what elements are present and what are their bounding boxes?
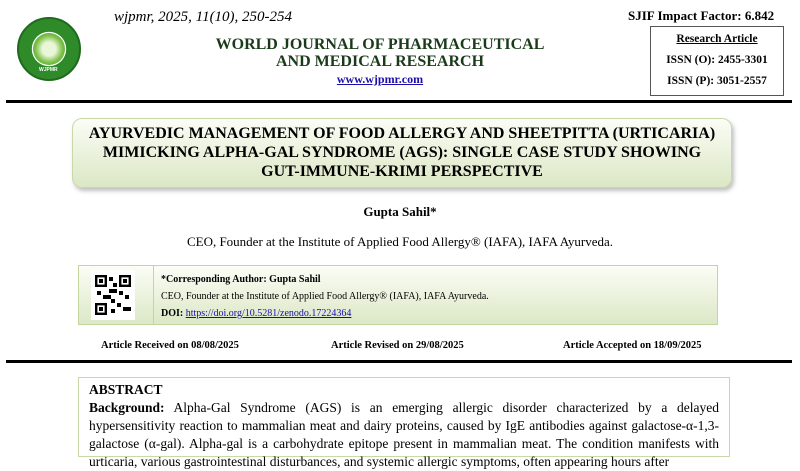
doi-link[interactable]: https://doi.org/10.5281/zenodo.17224364	[185, 308, 352, 319]
author-name: Gupta Sahil*	[363, 204, 437, 219]
abstract-background	[89, 399, 719, 471]
journal-title-line2: AND MEDICAL RESEARCH	[275, 53, 485, 70]
corresponding-affiliation: CEO, Founder at the Institute of Applied Food Allergy® (IAFA), IAFA Ayurveda.	[161, 291, 489, 302]
author-affiliation: CEO, Founder at the Institute of Applied Food Allergy® (IAFA), IAFA Ayurveda.	[186, 234, 614, 249]
date-accepted: Article Accepted on 18/09/2025	[563, 340, 702, 351]
qr-code-icon	[91, 270, 135, 320]
title-line2: MIMICKING ALPHA-GAL SYNDROME (AGS): SINGLE CASE STUDY SHOWING	[102, 144, 702, 161]
corresponding-author-heading: *Corresponding Author: Gupta Sahil	[161, 274, 321, 285]
article-info-box	[650, 26, 784, 96]
journal-title	[180, 36, 580, 70]
journal-website	[180, 72, 580, 87]
journal-title-line1: WORLD JOURNAL OF PHARMACEUTICAL	[215, 36, 545, 53]
article-type: Research Article	[676, 33, 758, 45]
journal-logo	[17, 17, 81, 81]
impact-factor: SJIF Impact Factor: 6.842	[628, 8, 775, 23]
caduceus-laurel-logo-icon	[33, 33, 65, 65]
website-link[interactable]: www.wjpmr.com	[336, 72, 424, 86]
background-label: Background:	[89, 400, 165, 415]
logo-text: WJPMR	[39, 67, 58, 73]
date-received: Article Received on 08/08/2025	[101, 340, 239, 351]
corresponding-details	[161, 271, 489, 322]
article-title	[72, 118, 732, 188]
issn-print: ISSN (P): 3051-2557	[667, 75, 767, 87]
abstract-heading: ABSTRACT	[89, 382, 163, 397]
title-line3: GUT-IMMUNE-KRIMI PERSPECTIVE	[261, 163, 543, 180]
background-text: Alpha-Gal Syndrome (AGS) is an emerging allergic disorder characterized by a delayed hypersensitivity reaction to mammalian meat and dairy proteins, caused by IgE antibodies against galactose-α-1,3-galactose (α-gal). Alpha-gal is a carbohydrate epitope present in mammalian meat. The condition manifests with urticaria, various gastrointestinal disturbances, and systemic allergic symptoms, often appearing hours after	[89, 400, 719, 469]
doi-label: DOI:	[161, 308, 184, 319]
citation: wjpmr, 2025, 11(10), 250-254	[114, 9, 293, 25]
box-divider	[153, 266, 154, 324]
issn-online: ISSN (O): 2455-3301	[666, 54, 768, 66]
corresponding-author-box	[78, 265, 718, 325]
title-line1: AYURVEDIC MANAGEMENT OF FOOD ALLERGY AND SHEETPITTA (URTICARIA)	[88, 125, 716, 142]
dates-divider	[6, 360, 792, 363]
abstract-box	[78, 377, 730, 469]
header-divider	[6, 100, 792, 103]
date-revised: Article Revised on 29/08/2025	[331, 340, 464, 351]
